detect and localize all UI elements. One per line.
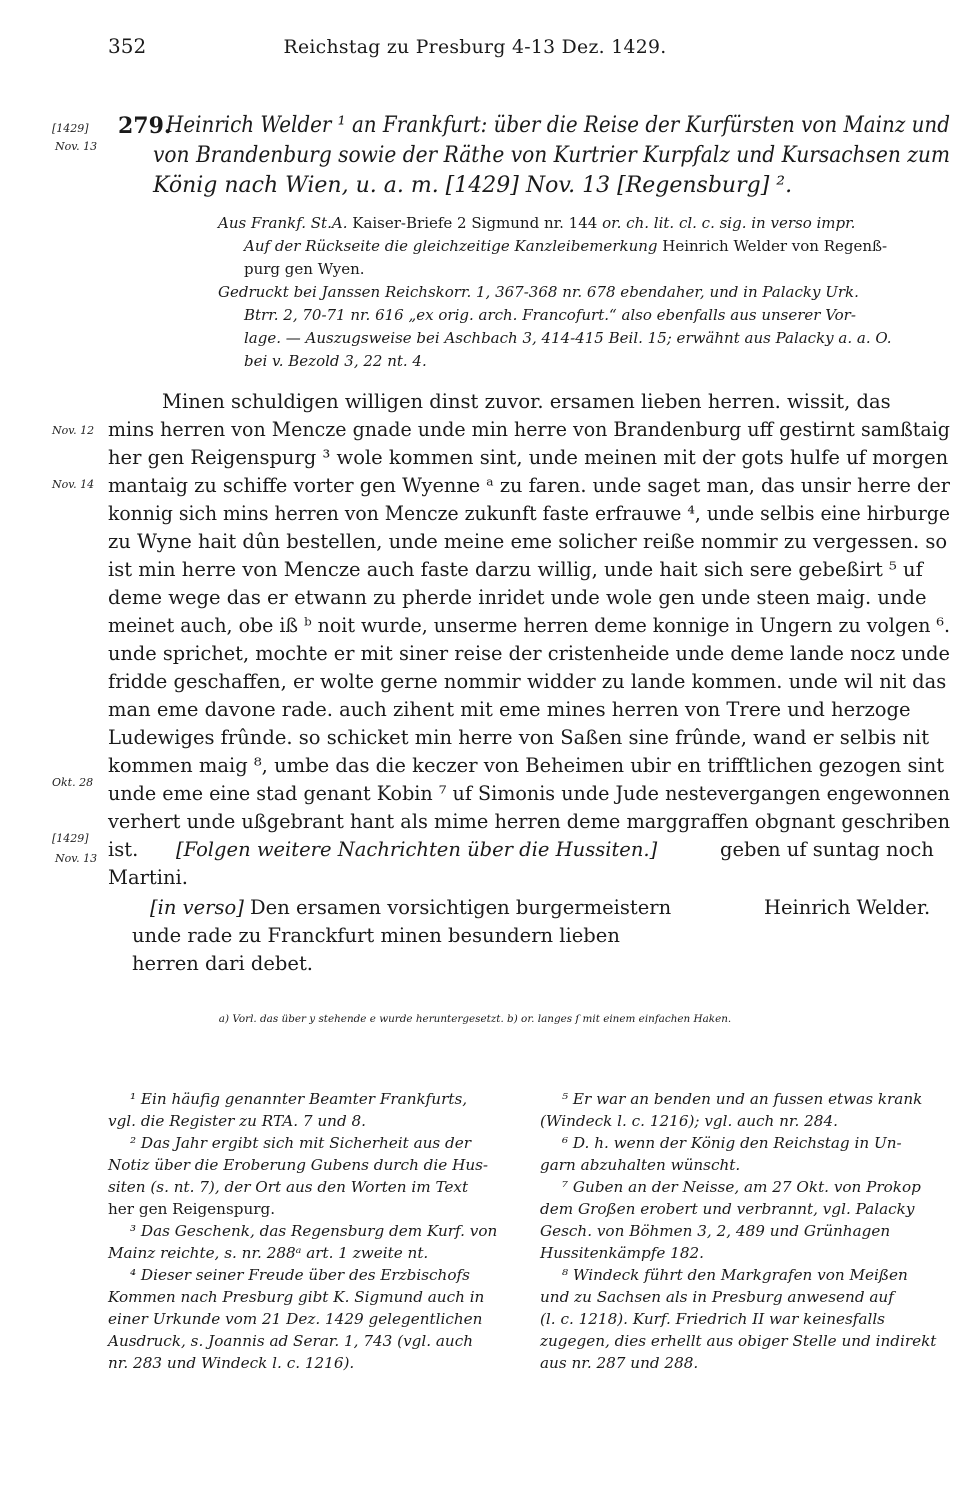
margin-note-close-year: [1429]	[52, 832, 89, 845]
body-line-8: deme wege das er etwann zu pherde inridet unde wole gen unde steen maig. unde	[108, 586, 927, 609]
heading-line-2: von Brandenburg sowie der Räthe von Kurtrier Kurpfalz und Kursachsen zum	[153, 143, 950, 168]
apparatus-line-1	[218, 214, 855, 232]
margin-note-nov14: Nov. 14	[52, 478, 95, 491]
address-recipient: Den ersamen vorsichtigen burgermeistern	[243, 896, 672, 919]
apparatus-shelfmark: Kaiser-Briefe 2 Sigmund nr. 144	[347, 214, 603, 232]
footnote-right-line: ⁸ Windeck führt den Markgrafen von Meißen	[562, 1266, 908, 1284]
page-number: 352	[108, 34, 147, 58]
apparatus-line-3: purg gen Wyen.	[244, 260, 365, 278]
footnote-right-line: dem Großen erobert und verbrannt, vgl. Palacky	[540, 1200, 915, 1218]
footnote-left-line: siten (s. nt. 7), der Ort aus den Worten im Text	[108, 1178, 469, 1196]
apparatus-note: Auf der Rückseite die gleichzeitige Kanzleibemerkung	[244, 237, 658, 255]
body-line-3: her gen Reigenspurg ³ wole kommen sint, unde meinen mit der gots hulfe uf morgen	[108, 446, 949, 469]
closing-martini: Martini.	[108, 866, 188, 889]
heading-line-1: Heinrich Welder ¹ an Frankfurt: über die Reise der Kurfürsten von Mainz und	[166, 113, 950, 138]
body-line-15: unde eme eine stad genant Kobin ⁷ uf Simonis unde Jude nestevergangen engewonnen	[108, 782, 950, 805]
body-line-6: zu Wyne hait dûn bestellen, unde meine eme solicher reiße nommir zu vergessen. so	[108, 530, 948, 553]
signature: Heinrich Welder.	[764, 896, 931, 919]
margin-note-okt28: Okt. 28	[52, 776, 94, 789]
apparatus-endorsement: Heinrich Welder von Regenß-	[657, 237, 888, 255]
footnote-left-line: Kommen nach Presburg gibt K. Sigmund auch in	[108, 1288, 485, 1306]
address-line-3: herren dari debet.	[132, 952, 313, 975]
heading-line-3: König nach Wien, u. a. m. [1429] Nov. 13 [Regensburg] ².	[153, 173, 793, 198]
body-line-13: Ludewiges frûnde. so schicket min herre von Saßen sine frûnde, wand er selbis nit	[108, 726, 930, 749]
apparatus-line-6: lage. — Auszugsweise bei Aschbach 3, 414-415 Beil. 15; erwähnt aus Palacky a. a. O.	[244, 329, 892, 347]
apparatus-line-4: Gedruckt bei Janssen Reichskorr. 1, 367-368 nr. 678 ebendaher, und in Palacky Urk.	[218, 283, 859, 301]
address-in-verso: [in verso]	[150, 896, 244, 919]
body-line-16: verhert unde ußgebrant hant als mime herren deme marggraffen obgnant geschriben	[108, 810, 951, 833]
footnote-left-line	[108, 1200, 275, 1218]
closing-editorial-bracket: [Folgen weitere Nachrichten über die Hussiten.]	[176, 838, 658, 861]
footnote-right-line: (l. c. 1218). Kurf. Friedrich II war keinesfalls	[540, 1310, 885, 1328]
footnote-left-line: ¹ Ein häufig genannter Beamter Frankfurts,	[130, 1090, 468, 1108]
address-line-1	[150, 896, 671, 919]
apparatus-line-2	[244, 237, 887, 255]
body-line-14: kommen maig ⁸, umbe das die keczer von Beheimen ubir en trifftlichen gezogen sint	[108, 754, 945, 777]
body-line-1: Minen schuldigen willigen dinst zuvor. ersamen lieben herren. wissit, das	[162, 390, 891, 413]
body-line-7: ist min herre von Mencze auch faste darzu willig, unde hait sich sere gebeßirt ⁵ uf	[108, 558, 923, 581]
critical-notes: a) Vorl. das über y stehende e wurde heruntergesetzt. b) or. langes ſ mit einem einfachen Haken.	[218, 1013, 732, 1025]
footnote-left-text: her gen Reigenspurg.	[108, 1200, 276, 1218]
running-head: Reichstag zu Presburg 4-13 Dez. 1429.	[283, 36, 667, 58]
footnote-left-line: ² Das Jahr ergibt sich mit Sicherheit aus der	[130, 1134, 471, 1152]
margin-note-nov12: Nov. 12	[52, 424, 95, 437]
margin-note-year: [1429]	[52, 122, 89, 135]
body-line-5: konnig sich mins herren von Mencze zukunft faste erfrauwe ⁴, unde selbis eine hirburge	[108, 502, 950, 525]
margin-note-close-date: Nov. 13	[55, 852, 98, 865]
body-line-12: man eme davone rade. auch zihent mit eme mines herren von Trere und herzoge	[108, 698, 911, 721]
footnote-left-line: vgl. die Register zu RTA. 7 und 8.	[108, 1112, 366, 1130]
body-line-11: fridde geschaffen, er wolte gerne nommir widder zu lande kommen. unde wil nit das	[108, 670, 947, 693]
apparatus-line-5: Btrr. 2, 70-71 nr. 616 „ex orig. arch. Francofurt.“ also ebenfalls aus unserer Vor-	[244, 306, 856, 324]
footnote-right-line: und zu Sachsen als in Presburg anwesend auf	[540, 1288, 894, 1306]
footnote-right-line: zugegen, dies erhellt aus obiger Stelle und indirekt	[540, 1332, 937, 1350]
apparatus-source: Aus Frankf. St.A.	[218, 214, 348, 232]
closing-ist: ist.	[108, 838, 139, 861]
footnote-right-line: Hussitenkämpfe 182.	[540, 1244, 704, 1262]
footnote-right-line: ⁶ D. h. wenn der König den Reichstag in Un-	[562, 1134, 902, 1152]
footnote-left-line: Mainz reichte, s. nr. 288ᵃ art. 1 zweite nt.	[108, 1244, 429, 1262]
footnote-left-line: Ausdruck, s. Joannis ad Serar. 1, 743 (vgl. auch	[108, 1332, 474, 1350]
margin-note-date: Nov. 13	[55, 140, 98, 153]
closing-date: geben uf suntag noch	[720, 838, 934, 861]
footnote-right-line: garn abzuhalten wünscht.	[540, 1156, 741, 1174]
footnote-left-line: ³ Das Geschenk, das Regensburg dem Kurf. von	[130, 1222, 498, 1240]
apparatus-description: or. ch. lit. cl. c. sig. in verso impr.	[602, 214, 856, 232]
apparatus-line-7: bei v. Bezold 3, 22 nt. 4.	[244, 352, 427, 370]
footnote-right-line: aus nr. 287 und 288.	[540, 1354, 699, 1372]
footnote-right-line: ⁷ Guben an der Neisse, am 27 Okt. von Prokop	[562, 1178, 921, 1196]
footnote-left-line: Notiz über die Eroberung Gubens durch die Hus-	[108, 1156, 489, 1174]
body-line-9: meinet auch, obe iß ᵇ noit wurde, unserme herren deme konnige in Ungern zu volgen ⁶.	[108, 614, 951, 637]
body-line-10: unde sprichet, mochte er mit siner reise der cristenheide unde deme lande nocz unde	[108, 642, 950, 665]
footnote-right-line: Gesch. von Böhmen 3, 2, 489 und Grünhagen	[540, 1222, 891, 1240]
document-number: 279.	[118, 113, 172, 139]
body-line-2: mins herren von Mencze gnade unde min herre von Brandenburg uff gestirnt samßtaig	[108, 418, 950, 441]
footnote-right-line: (Windeck l. c. 1216); vgl. auch nr. 284.	[540, 1112, 838, 1130]
footnote-left-line: ⁴ Dieser seiner Freude über des Erzbischofs	[130, 1266, 470, 1284]
footnote-left-line: einer Urkunde vom 21 Dez. 1429 gelegentlichen	[108, 1310, 483, 1328]
address-line-2: unde rade zu Franckfurt minen besundern lieben	[132, 924, 620, 947]
footnote-left-line: nr. 283 und Windeck l. c. 1216).	[108, 1354, 355, 1372]
footnote-right-line: ⁵ Er war an benden und an fussen etwas krank	[562, 1090, 923, 1108]
body-line-4: mantaig zu schiffe vorter gen Wyenne ᵃ zu faren. unde saget man, das unsir herre der	[108, 474, 951, 497]
